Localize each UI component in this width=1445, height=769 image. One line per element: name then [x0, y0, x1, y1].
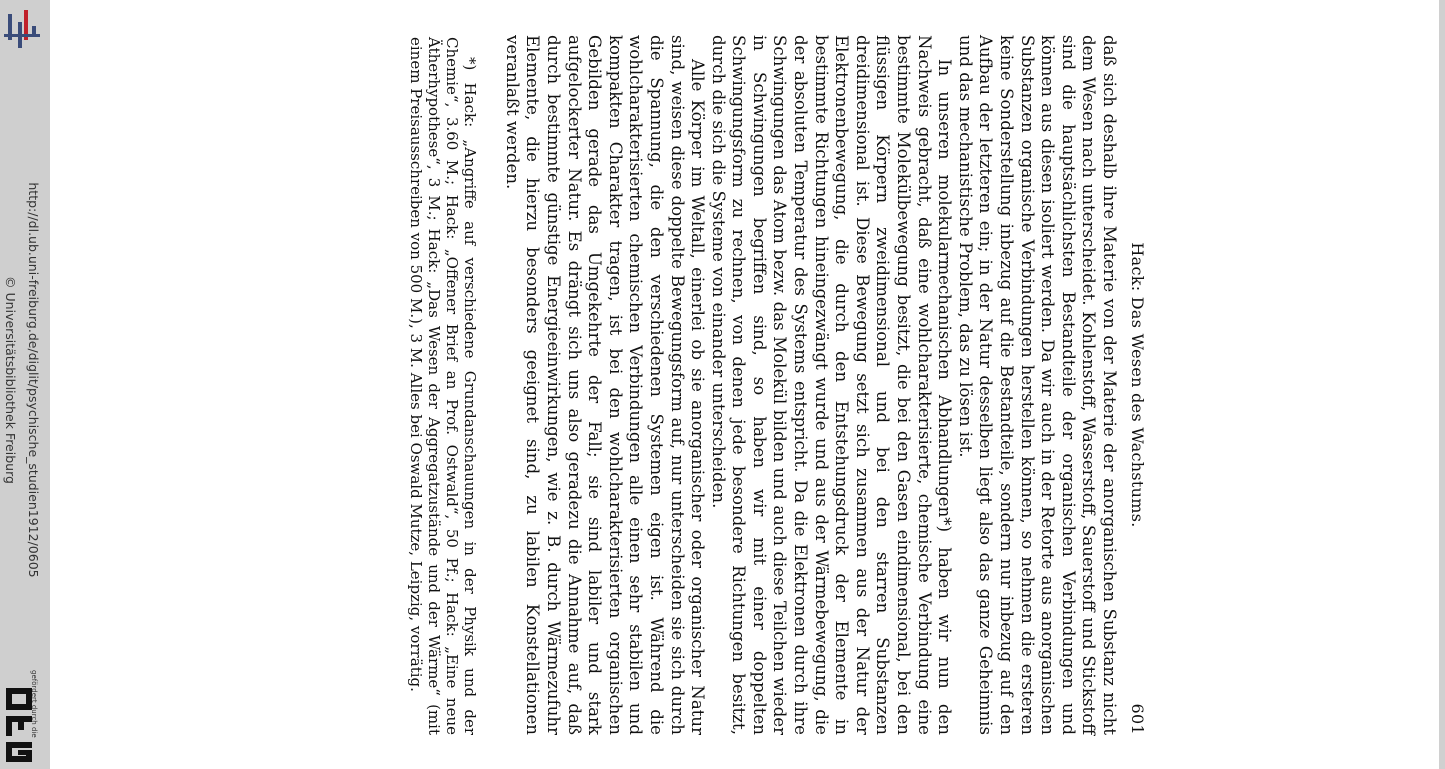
running-title: Hack: Das Wesen des Wachstums.	[1128, 242, 1147, 528]
footnote	[407, 35, 479, 735]
footnote-text: *) Hack: „Angriffe auf verschiedene Grundanschauungen in der Physik und der Chemie“, 3.60 M.; Hack: „Offener Brief an Prof. Ostwald“, 50 Pf.; Hack: „Eine neue Ätherhypothese“, 3 M.; Hack: „Das Wesen der Aggregatzustände und der Wärme“ (mit einem Preisausschreiben von 500 M.), 3 M. Alles bei Oswald Mutze, Leipzig, vorrätig.	[407, 37, 480, 735]
paragraph: In unseren molekularmechanischen Abhandlungen*) haben wir nun den Nachweis gebracht, daß eine wohlcharakterisierte, chemische Verbindung eine bestimmte Molekülbewegung besitzt, die bei den Gasen eindimensional, bei den flüssigen Körpern zweidimensional und bei den starren Substanzen dreidimensional ist. Diese Bewegung setzt sich zusammen aus der Natur der Elektronenbewegung, die durch den Entstehungsdruck der Elemente in bestimmte Richtungen hineingezwängt wurde und aus der Wärmebewegung, die der absoluten Temperatur des Systems entspricht. Da die Elektronen durch ihre Schwingungen das Atom bezw. das Molekül bilden und auch diese Teilchen wieder in Schwingungen begriffen sind, so haben wir mit einer doppelten Schwingungsform zu rechnen, von denen jede besondere Richtungen besitzt, durch die sich die Systeme von einander unterscheiden.	[708, 35, 955, 735]
page-header	[1119, 35, 1149, 735]
paragraph: daß sich deshalb ihre Materie von der Materie der anorganischen Substanz nicht dem Wesen nach unterscheidet. Kohlenstoff, Wasserstoff, Sauerstoff und Stickstoff sind die hauptsächlichsten Bestandteile der organischen Verbindungen und können aus diesen isoliert werden. Da wir auch in der Retorte aus anorganischen Substanzen organische Verbindungen herstellen können, so nehmen die ersteren keine Sonderstellung inbezug auf die Bestandteile, sondern nur inbezug auf den Aufbau der letzteren ein; in der Natur desselben liegt also das ganze Geheimnis und das mechanistische Problem, das zu lösen ist.	[955, 35, 1119, 735]
document-url[interactable]: http://dl.ub.uni-freiburg.de/diglit/psychische_studien1912/0605	[26, 182, 41, 578]
page-number: 601	[1128, 703, 1147, 735]
scanned-page	[0, 15, 1167, 755]
viewer-right-edge	[1439, 0, 1445, 769]
body-text	[501, 35, 1119, 735]
copyright-notice: © Universitätsbibliothek Freiburg	[3, 276, 18, 484]
funder-caption: gefördert durch die	[30, 670, 38, 738]
paragraph: Alle Körper im Weltall, einerlei ob sie anorganischer oder organischer Natur sind, weisen diese doppelte Bewegungsform auf, nur unterscheiden sie sich durch die Spannung, die den verschiedenen Systemen eigen ist. Während die wohlcharakterisierten chemischen Verbindungen alle einen sehr stabilen und kompakten Charakter tragen, ist bei den wohlcharakterisierten organischen Gebilden gerade das Umgekehrte der Fall; sie sind labiler und stark aufgelockerter Natur. Es drängt sich uns also geradezu die Annahme auf, daß durch bestimmte günstige Energieeinwirkungen, wie z. B. durch Wärmezufuhr Elemente, die hierzu besonders geeignet sind, zu labilen Konstellationen veranlaßt werden.	[502, 35, 708, 735]
